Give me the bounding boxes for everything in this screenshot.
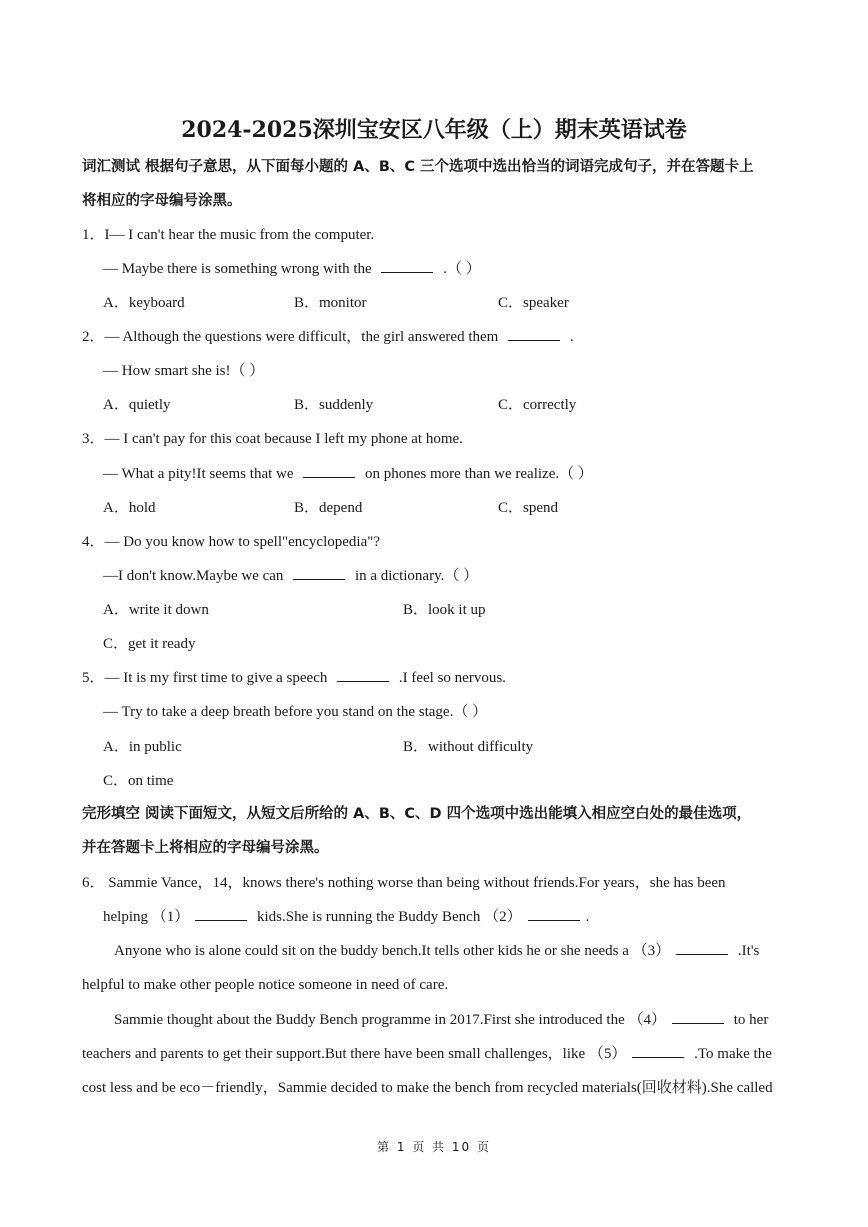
answer-blank	[195, 906, 247, 921]
question-4-line-1: 4．— Do you know how to spell"encyclopedia"?	[82, 534, 381, 550]
section-heading-line: 词汇测试 根据句子意思，从下面每小题的 A、B、C 三个选项中选出恰当的词语完成句子，并在答题卡上	[82, 159, 754, 175]
question-5-line-2: — Try to take a deep breath before you stand on the stage.（ ）	[103, 704, 488, 720]
passage-line-5	[114, 1008, 768, 1032]
question-text: .I feel so nervous.	[395, 670, 506, 686]
question-4-option-c: C．get it ready	[103, 636, 196, 652]
question-1-line-1: 1．I— I can't hear the music from the computer.	[82, 227, 375, 243]
page-footer: 第 1 页 共 10 页	[377, 1140, 491, 1154]
passage-text: kids.She is running the Buddy Bench （2）	[253, 909, 522, 925]
question-4-line-2	[103, 564, 478, 588]
question-text: — What a pity!It seems that we	[103, 466, 298, 482]
section-heading-line: 完形填空 阅读下面短文，从短文后所给的 A、B、C、D 四个选项中选出能填入相应空白处的最佳选项，	[82, 806, 752, 822]
passage-line-4: helpful to make other people notice someone in need of care.	[82, 977, 449, 993]
passage-text: to her	[730, 1012, 769, 1028]
question-3-option-a: A．hold	[103, 500, 156, 516]
question-4-option-a: A．write it down	[103, 602, 209, 618]
answer-blank	[303, 463, 355, 478]
question-2-option-b: B．suddenly	[294, 397, 374, 413]
passage-text: Anyone who is alone could sit on the buddy bench.It tells other kids he or she needs a （3）	[114, 943, 671, 959]
question-text: 5．— It is my first time to give a speech	[82, 670, 332, 686]
question-1-option-b: B．monitor	[294, 295, 367, 311]
answer-blank	[293, 565, 345, 580]
answer-blank	[632, 1043, 684, 1058]
answer-blank	[381, 258, 433, 273]
answer-blank	[508, 326, 560, 341]
question-1-option-c: C．speaker	[498, 295, 569, 311]
question-3-line-2	[103, 462, 593, 486]
question-1-option-a: A．keyboard	[103, 295, 185, 311]
question-text: .	[566, 329, 574, 345]
section-heading-vocabulary	[82, 150, 794, 218]
question-text: — Maybe there is something wrong with the	[103, 261, 376, 277]
passage-text: .	[585, 909, 590, 925]
passage-text: .It's	[734, 943, 760, 959]
question-text: 2．— Although the questions were difficult，the girl answered them	[82, 329, 503, 345]
passage-line-6	[82, 1042, 772, 1066]
question-3-line-1: 3．— I can't pay for this coat because I left my phone at home.	[82, 431, 463, 447]
passage-text: helping （1）	[103, 909, 190, 925]
exam-title: 2024-2025深圳宝安区八年级（上）期末英语试卷	[181, 117, 687, 143]
section-heading-line: 并在答题卡上将相应的字母编号涂黑。	[82, 840, 329, 856]
question-text: —I don't know.Maybe we can	[103, 568, 288, 584]
passage-text: Sammie thought about the Buddy Bench programme in 2017.First she introduced the （4）	[114, 1012, 667, 1028]
answer-blank	[676, 940, 728, 955]
passage-text: .To make the	[690, 1046, 772, 1062]
question-2-line-2: — How smart she is!（ ）	[103, 363, 265, 379]
question-text: .（ ）	[439, 261, 481, 277]
question-3-option-b: B．depend	[294, 500, 363, 516]
question-text: in a dictionary.（ ）	[351, 568, 479, 584]
passage-line-3	[114, 939, 759, 963]
question-5-option-b: B．without difficulty	[403, 739, 534, 755]
passage-line-1: 6． Sammie Vance，14，knows there's nothing worse than being without friends.For years，she has been	[82, 875, 726, 891]
section-heading-cloze	[82, 797, 794, 865]
answer-blank	[672, 1009, 724, 1024]
question-5-line-1	[82, 666, 506, 690]
question-4-option-b: B．look it up	[403, 602, 486, 618]
passage-line-7: cost less and be eco－friendly，Sammie decided to make the bench from recycled materials(回收材料).She called	[82, 1080, 773, 1096]
answer-blank	[337, 667, 389, 682]
passage-text: teachers and parents to get their support.But there have been small challenges，like （5）	[82, 1046, 627, 1062]
section-heading-line: 将相应的字母编号涂黑。	[82, 193, 242, 209]
question-3-option-c: C．spend	[498, 500, 559, 516]
question-2-line-1	[82, 325, 574, 349]
answer-blank	[528, 906, 580, 921]
question-2-option-a: A．quietly	[103, 397, 171, 413]
question-text: on phones more than we realize.（ ）	[361, 466, 593, 482]
question-1-line-2	[103, 257, 481, 281]
question-5-option-a: A．in public	[103, 739, 182, 755]
question-5-option-c: C．on time	[103, 773, 174, 789]
passage-line-2	[103, 905, 589, 929]
question-2-option-c: C．correctly	[498, 397, 577, 413]
